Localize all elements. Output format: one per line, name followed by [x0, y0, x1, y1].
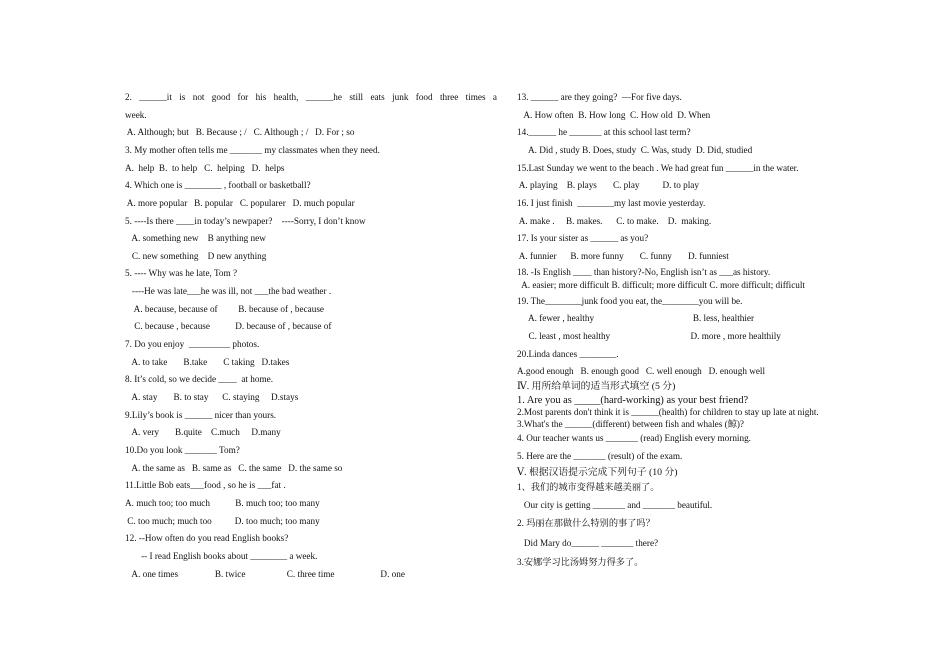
- section-heading: Ⅴ. 根据汉语提示完成下列句子 (10 分): [517, 467, 678, 478]
- question-text: 11.Little Bob eats___food , so he is ___fat .: [125, 480, 286, 490]
- question-text: 5. ----Is there ____in today’s newpaper? ----Sorry, I don’t know: [125, 216, 366, 226]
- question-text: Our city is getting _______ and _______ beautiful.: [517, 500, 713, 510]
- question-text: 4. Which one is ________ , football or basketball?: [125, 180, 311, 190]
- answer-options: A. because, because of B. because of , because: [125, 304, 324, 314]
- answer-options: C. least , most healthy D. more , more healthily: [517, 331, 781, 341]
- answer-options: A. Although; but B. Because ; / C. Although ; / D. For ; so: [125, 127, 355, 137]
- question-text: 2. ______it is not good for his health, ______he still eats junk food three times a: [125, 92, 497, 102]
- question-text: ----He was late___he was ill, not ___the bad weather .: [125, 286, 332, 296]
- question-text: 14.______ he _______ at this school last term?: [517, 127, 691, 137]
- question-text: 2.Most parents don't think it is ______(health) for children to stay up late at night.: [517, 407, 819, 417]
- question-text: 2. 玛丽在那做什么特别的事了吗？: [517, 518, 655, 528]
- question-text: 18. -Is English ____ than history?-No, English isn’t as ___as history.: [517, 267, 771, 277]
- answer-options: A. very B.quite C.much D.many: [125, 427, 281, 437]
- question-text: 3. My mother often tells me _______ my classmates when they need.: [125, 145, 380, 155]
- question-text: -- I read English books about ________ a week.: [125, 551, 318, 561]
- answer-options: A. Did , study B. Does, study C. Was, study D. Did, studied: [517, 145, 753, 155]
- answer-options: A. something new B anything new: [125, 233, 266, 243]
- question-text: 3.What's the ______(different) between fish and whales (鲸)?: [517, 419, 745, 429]
- question-text: 16. I just finish ________my last movie yesterday.: [517, 198, 706, 208]
- question-text: week.: [125, 110, 147, 120]
- question-text: 10.Do you look _______ Tom?: [125, 445, 240, 455]
- question-text: 8. It’s cold, so we decide ____ at home.: [125, 374, 273, 384]
- answer-options: A. playing B. plays C. play D. to play: [517, 180, 699, 190]
- answer-options: C. too much; much too D. too much; too many: [125, 516, 320, 526]
- question-text: 3.安娜学习比汤姆努力得多了。: [517, 557, 644, 567]
- answer-options: C. because , because D. because of , because of: [125, 321, 332, 331]
- answer-options: A. to take B.take C taking D.takes: [125, 357, 290, 367]
- answer-options: A. make . B. makes. C. to make. D. making.: [517, 216, 712, 226]
- question-text: 1、我们的城市变得越来越美丽了。: [517, 482, 660, 492]
- answer-options: A. more popular B. popular C. popularer D. much popular: [125, 198, 355, 208]
- answer-options: A. fewer , healthy B. less, healthier: [517, 313, 755, 323]
- answer-options: A. much too; too much B. much too; too many: [125, 498, 320, 508]
- question-text: 15.Last Sunday we went to the beach . We had great fun ______in the water.: [517, 163, 799, 173]
- answer-options: C. new something D new anything: [125, 251, 267, 261]
- answer-options: A. funnier B. more funny C. funny D. funniest: [517, 251, 729, 261]
- question-text: 12. --How often do you read English books?: [125, 533, 289, 543]
- question-text: 5. Here are the _______ (result) of the exam.: [517, 451, 683, 461]
- question-text: 20.Linda dances ________.: [517, 349, 619, 359]
- answer-options: A. help B. to help C. helping D. helps: [125, 163, 285, 173]
- answer-options: A. stay B. to stay C. staying D.stays: [125, 392, 299, 402]
- question-text: 5. ---- Why was he late, Tom ?: [125, 268, 238, 278]
- question-text: Did Mary do______ _______ there?: [517, 538, 659, 548]
- question-text: 4. Our teacher wants us _______ (read) English every morning.: [517, 433, 751, 443]
- question-text: 17. Is your sister as ______ as you?: [517, 233, 649, 243]
- question-text: 1. Are you as _____(hard-working) as your best friend?: [517, 395, 749, 406]
- answer-options: A. one times B. twice C. three time D. one: [125, 569, 405, 579]
- question-text: 13. ______ are they going? —For five days.: [517, 92, 682, 102]
- question-text: 7. Do you enjoy _________ photos.: [125, 339, 260, 349]
- question-text: 19. The________junk food you eat, the________you will be.: [517, 296, 743, 306]
- answer-options: A. the same as B. same as C. the same D. the same so: [125, 463, 343, 473]
- section-heading: Ⅳ. 用所给单词的适当形式填空 (5 分): [517, 381, 676, 392]
- answer-options: A.good enough B. enough good C. well enough D. enough well: [517, 366, 766, 376]
- question-text: 9.Lily’s book is ______ nicer than yours.: [125, 410, 277, 420]
- answer-options: A. How often B. How long C. How old D. When: [517, 110, 711, 120]
- answer-options: A. easier; more difficult B. difficult; more difficult C. more difficult; difficult: [517, 280, 805, 290]
